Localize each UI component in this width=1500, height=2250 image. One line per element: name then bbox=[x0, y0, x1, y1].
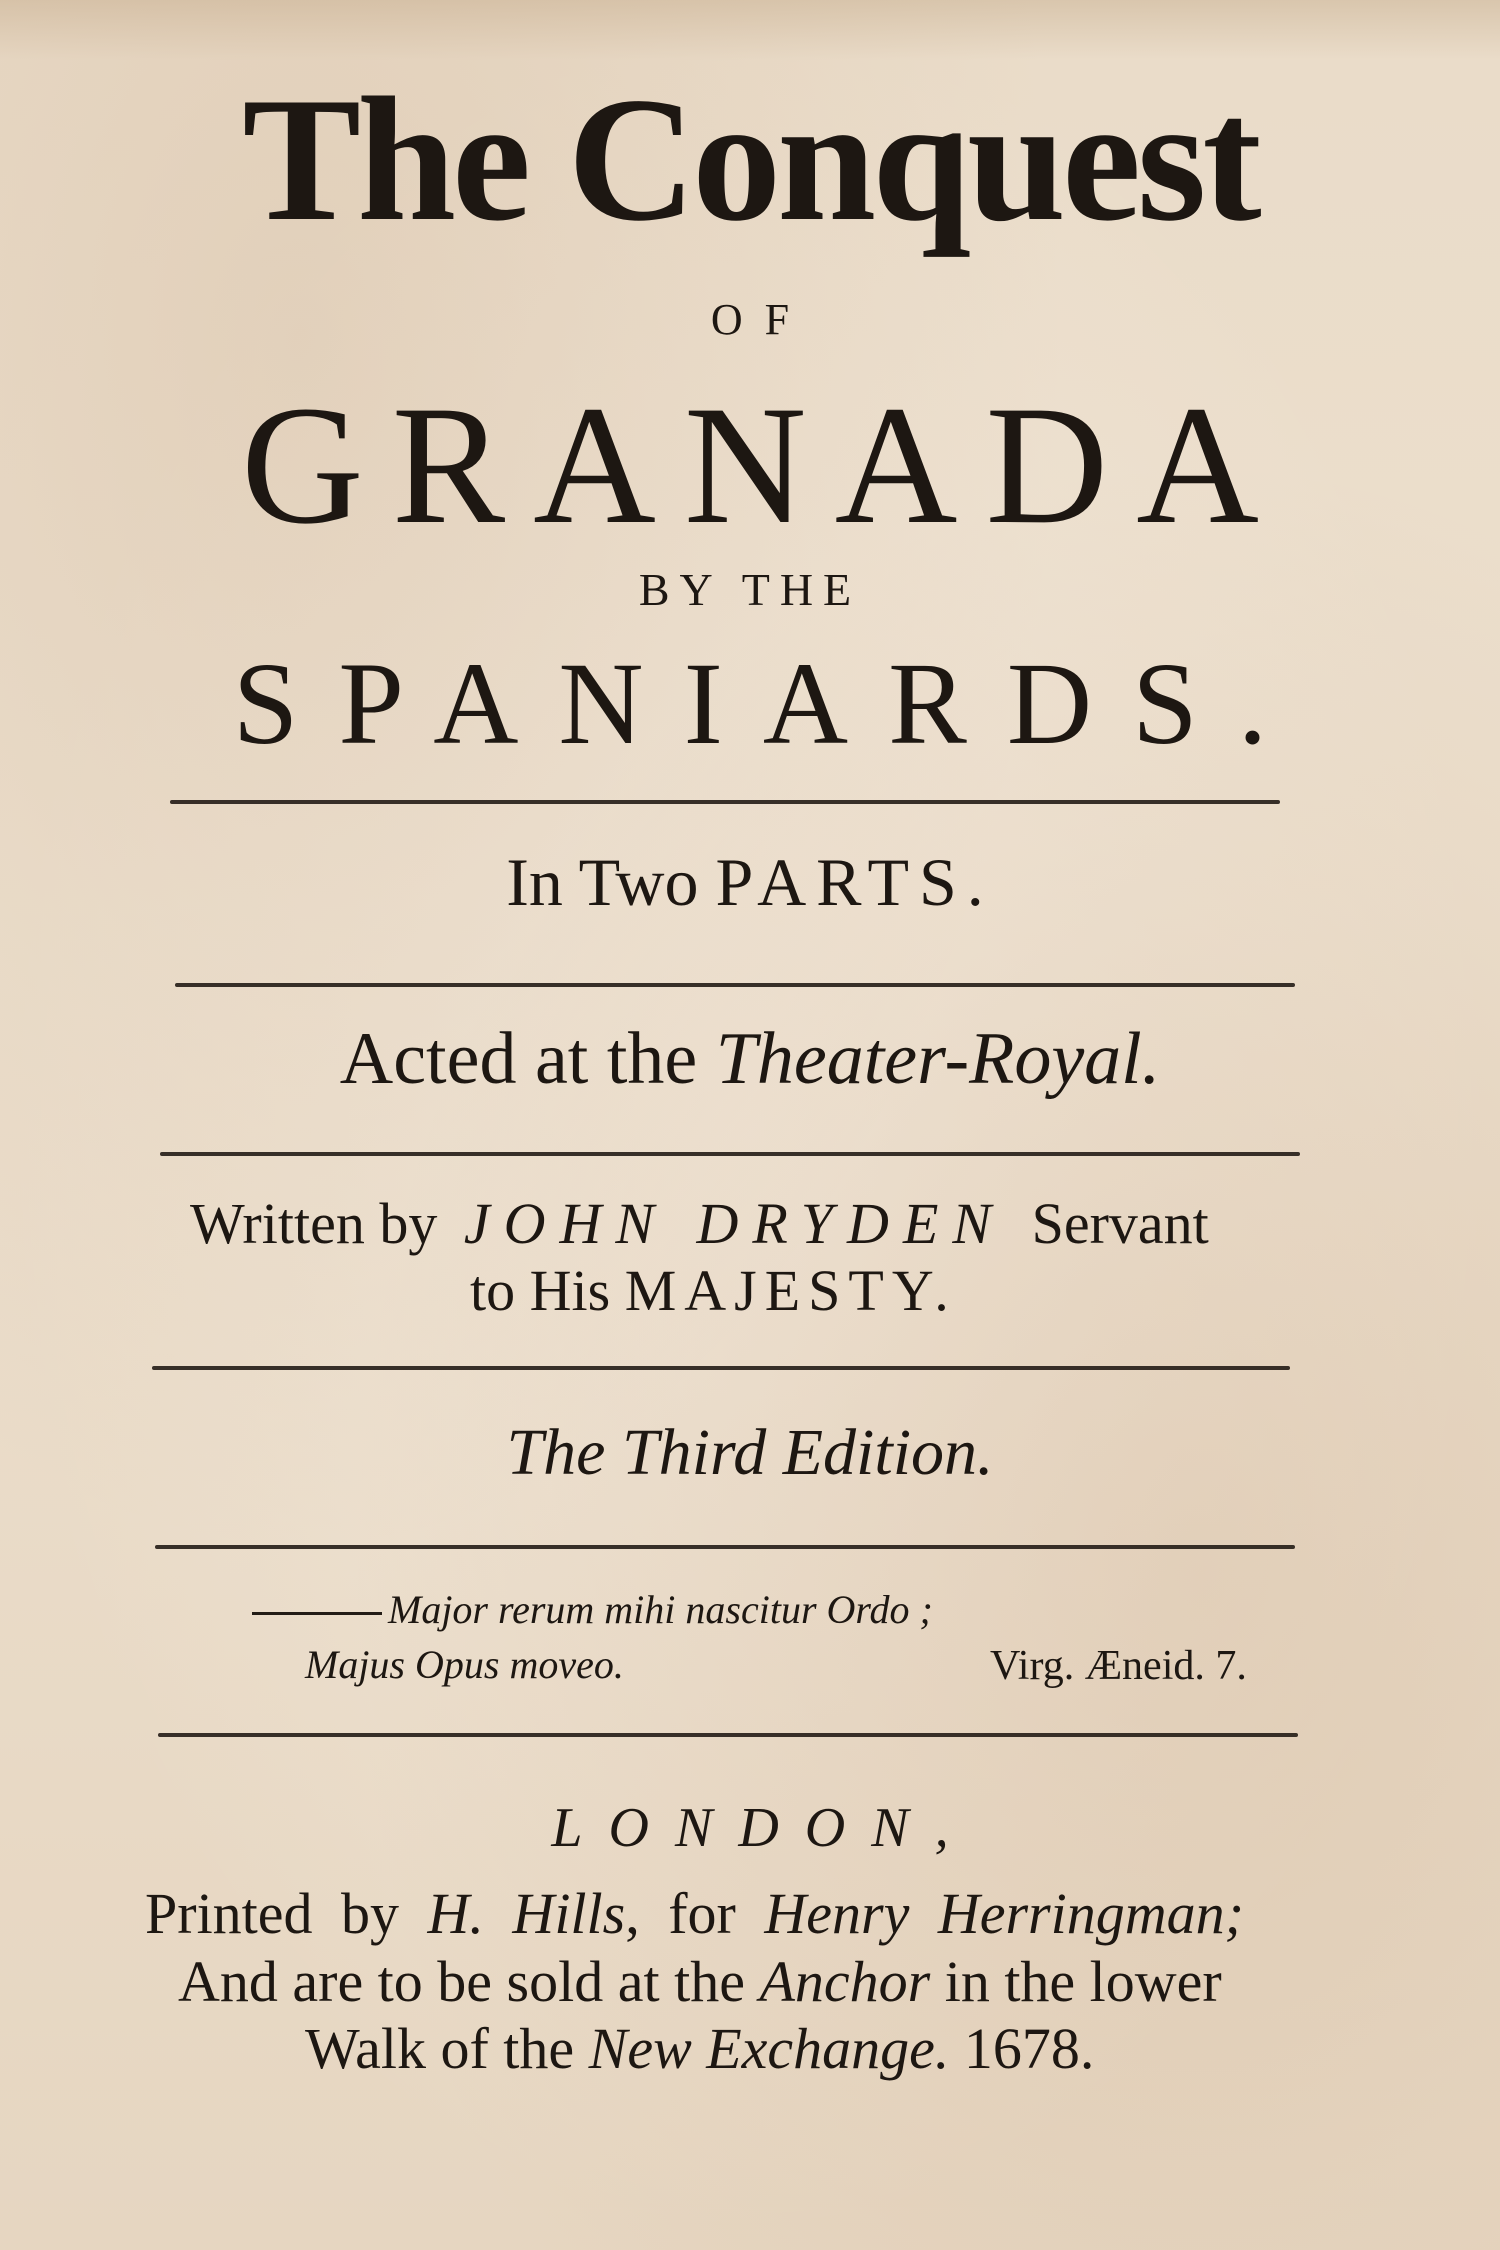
title-people: SPANIARDS. bbox=[232, 638, 1308, 769]
divider-rule-1 bbox=[170, 800, 1280, 804]
title-of: OF bbox=[710, 295, 812, 344]
acted-prefix: Acted at the bbox=[339, 1018, 698, 1100]
imprint-printed: Printed by bbox=[145, 1881, 400, 1946]
epigraph-line-2: Majus Opus moveo. bbox=[305, 1642, 624, 1687]
epigraph-source: Virg. Æneid. 7. bbox=[990, 1643, 1247, 1689]
epigraph-line-1 bbox=[252, 1587, 933, 1632]
imprint-line-3 bbox=[305, 2016, 1095, 2081]
epigraph-text-1: Major rerum mihi nascitur Ordo ; bbox=[388, 1587, 933, 1632]
epigraph-dash bbox=[252, 1612, 382, 1615]
theater-name: Theater-Royal. bbox=[715, 1018, 1161, 1100]
parts-prefix: In Two bbox=[506, 844, 699, 920]
imprint-line-2 bbox=[178, 1949, 1222, 2014]
imprint-exchange: New Exchange. bbox=[588, 2016, 950, 2081]
author-line bbox=[190, 1191, 1209, 1256]
imprint-year: 1678. bbox=[963, 2016, 1095, 2081]
written-suffix: Servant bbox=[1031, 1191, 1209, 1256]
parts-line bbox=[0, 844, 1500, 920]
imprint-for: , for bbox=[625, 1881, 736, 1946]
written-prefix: Written by bbox=[190, 1191, 438, 1256]
majesty-line bbox=[470, 1258, 957, 1323]
divider-rule-4 bbox=[152, 1366, 1290, 1370]
divider-rule-6 bbox=[158, 1733, 1298, 1737]
imprint-line-1 bbox=[145, 1881, 1244, 1946]
imprint-printer: H. Hills bbox=[427, 1881, 626, 1946]
author-name: JOHN DRYDEN bbox=[463, 1191, 1006, 1256]
edition-line: The Third Edition. bbox=[506, 1416, 994, 1489]
divider-rule-2 bbox=[175, 983, 1295, 987]
divider-rule-3 bbox=[160, 1152, 1300, 1156]
imprint-publisher: Henry Herringman; bbox=[764, 1881, 1244, 1946]
imprint-lower: in the lower bbox=[944, 1949, 1222, 2014]
main-title: The Conquest bbox=[242, 60, 1258, 258]
majesty-prefix: to His bbox=[470, 1258, 611, 1323]
acted-line bbox=[0, 1018, 1500, 1100]
divider-rule-5 bbox=[155, 1545, 1295, 1549]
parts-caps: PARTS. bbox=[715, 844, 994, 920]
title-by-the: BY THE bbox=[638, 564, 862, 615]
imprint-city: LONDON, bbox=[551, 1797, 975, 1859]
title-place: GRANADA bbox=[241, 371, 1287, 559]
majesty-caps: MAJESTY. bbox=[624, 1258, 957, 1323]
imprint-walk: Walk of the bbox=[305, 2016, 575, 2081]
imprint-anchor: Anchor bbox=[759, 1949, 931, 2014]
imprint-sold: And are to be sold at the bbox=[178, 1949, 745, 2014]
